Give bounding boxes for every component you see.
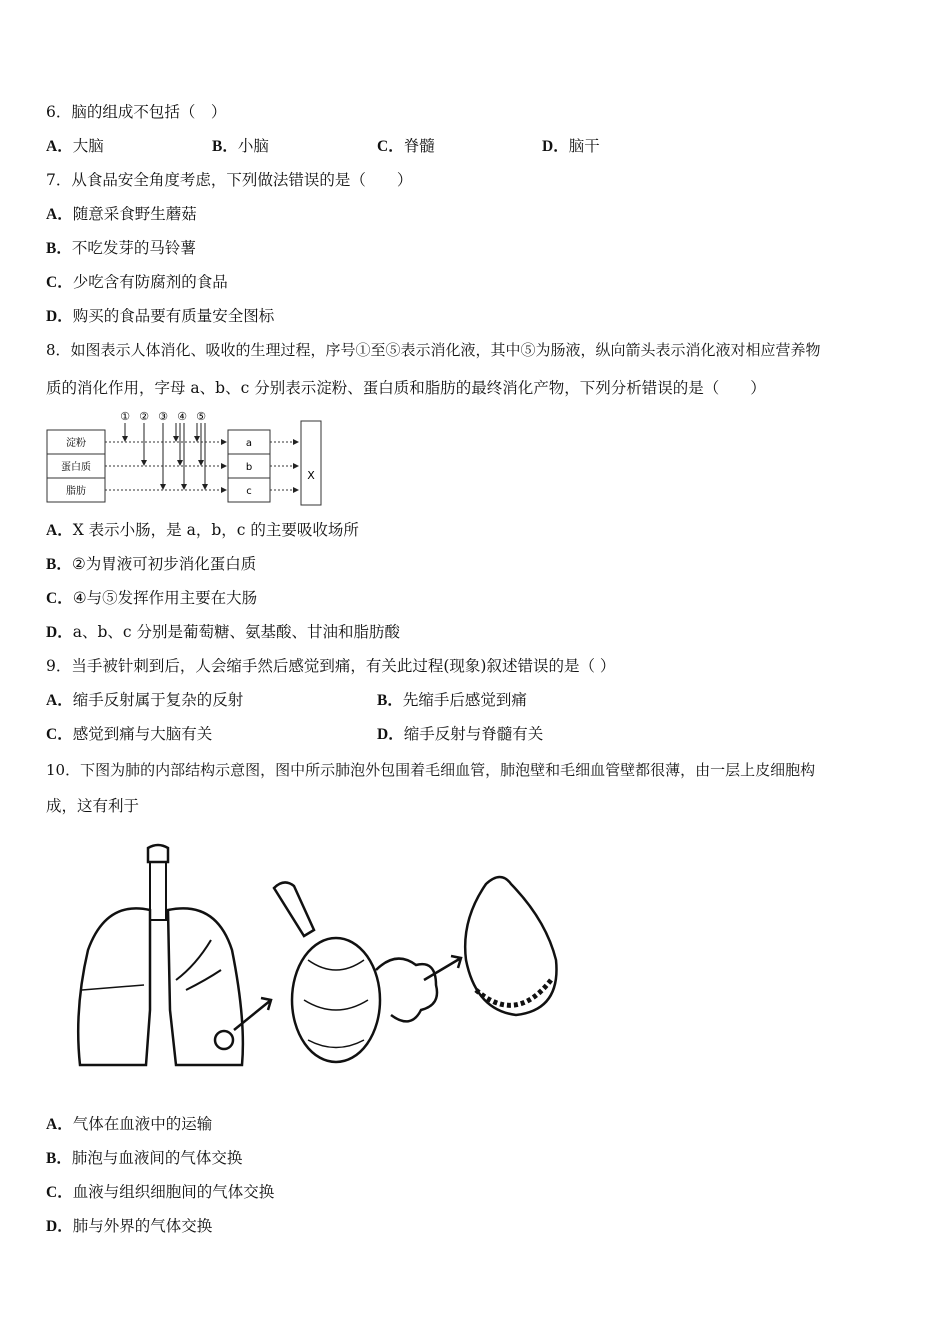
q7-stem: 7．从食品安全角度考虑，下列做法错误的是（ ） [46, 171, 413, 189]
q10-option-b[interactable] [46, 1148, 242, 1169]
nutrient-label: 蛋白质 [61, 462, 91, 473]
option-label: B． [46, 240, 72, 257]
digestive-juice-number: ② [139, 410, 149, 423]
option-text: ④与⑤发挥作用主要在大肠 [72, 589, 258, 607]
option-label: A． [46, 1116, 73, 1133]
option-text: ②为胃液可初步消化蛋白质 [71, 555, 257, 573]
option-text: 脑干 [568, 137, 600, 155]
q9-option-d[interactable] [377, 724, 543, 745]
larynx-shape [148, 845, 168, 862]
option-label: B． [377, 692, 403, 709]
q6-option-c[interactable] [377, 136, 435, 157]
product-label: a [245, 438, 253, 449]
option-text: 缩手反射与脊髓有关 [403, 725, 544, 743]
digestive-juice-number: ⑤ [196, 410, 206, 423]
option-text: 随意采食野生蘑菇 [72, 205, 197, 223]
option-label: B． [46, 1150, 72, 1167]
alveoli-circle [215, 1031, 233, 1049]
organ-x-box [301, 421, 321, 505]
q7-option-d[interactable] [46, 306, 274, 327]
option-label: B． [212, 138, 238, 155]
option-text: 肺与外界的气体交换 [72, 1217, 213, 1235]
option-text: 购买的食品要有质量安全图标 [72, 307, 275, 325]
q8-option-d[interactable] [46, 622, 400, 643]
option-text: 小脑 [237, 137, 269, 155]
option-label: C． [46, 274, 73, 291]
nutrient-label: 脂肪 [66, 486, 86, 497]
option-text: 感觉到痛与大脑有关 [72, 725, 213, 743]
option-label: B． [46, 556, 72, 573]
option-text: 肺泡与血液间的气体交换 [71, 1149, 243, 1167]
q9-stem: 9．当手被针刺到后，人会缩手然后感觉到痛，有关此过程(现象)叙述错误的是（ ） [46, 657, 616, 675]
q8-option-a[interactable] [46, 520, 359, 541]
digestive-juice-number: ④ [177, 410, 187, 423]
nutrient-label: 淀粉 [66, 438, 86, 449]
q6-option-d[interactable] [542, 136, 600, 157]
q8-option-b[interactable] [46, 554, 256, 575]
q9-options-row-1 [46, 690, 926, 710]
q6-options-row [46, 136, 926, 156]
option-text: 气体在血液中的运输 [72, 1115, 213, 1133]
option-label: A． [46, 206, 73, 223]
option-text: a、b、c 分别是葡萄糖、氨基酸、甘油和脂肪酸 [72, 623, 400, 641]
q10-option-d[interactable] [46, 1216, 212, 1237]
q7-option-b[interactable] [46, 238, 196, 259]
option-label: A． [46, 138, 73, 155]
option-text: 少吃含有防腐剂的食品 [72, 273, 228, 291]
q6-stem: 6．脑的组成不包括（ ） [46, 103, 227, 121]
option-text: X 表示小肠，是 a，b，c 的主要吸收场所 [72, 521, 359, 539]
q8-stem-line1: 8．如图表示人体消化、吸收的生理过程，序号①至⑤表示消化液，其中⑤为肠液，纵向箭头表示消化液对相应营养物 [46, 341, 821, 359]
digestive-juice-number: ① [120, 410, 130, 423]
option-text: 不吃发芽的马铃薯 [71, 239, 196, 257]
q9-option-c[interactable] [46, 724, 212, 745]
option-label: C． [377, 138, 404, 155]
q7-option-c[interactable] [46, 272, 228, 293]
q8-option-c[interactable] [46, 588, 257, 609]
digestion-diagram [46, 407, 326, 507]
option-label: C． [46, 726, 73, 743]
option-label: A． [46, 692, 73, 709]
product-label: c [246, 486, 252, 497]
option-label: D． [46, 308, 73, 325]
q7-option-a[interactable] [46, 204, 197, 225]
option-text: 缩手反射属于复杂的反射 [72, 691, 244, 709]
product-label: b [245, 462, 253, 473]
option-label: A． [46, 522, 73, 539]
q10-option-c[interactable] [46, 1182, 274, 1203]
q9-options-row-2 [46, 724, 926, 744]
q10-stem-line1: 10．下图为肺的内部结构示意图，图中所示肺泡外包围着毛细血管，肺泡壁和毛细血管壁都很薄，由一层上皮细胞构 [46, 761, 816, 779]
option-label: D． [46, 1218, 73, 1235]
q6-option-b[interactable] [212, 136, 269, 157]
alveolus-wall-shape [465, 877, 556, 1015]
option-label: D． [46, 624, 73, 641]
option-text: 脊髓 [403, 137, 435, 155]
option-label: C． [46, 1184, 73, 1201]
q10-stem-line2: 成，这有利于 [46, 797, 140, 815]
trachea-shape [150, 862, 166, 920]
q9-option-b[interactable] [377, 690, 527, 711]
digestive-juice-number: ③ [158, 410, 168, 423]
option-text: 血液与组织细胞间的气体交换 [72, 1183, 275, 1201]
organ-x-label: X [307, 469, 315, 482]
alveolus-outline [376, 959, 437, 1022]
bronchi-lines [176, 940, 221, 990]
bronchiole-shape [274, 882, 314, 936]
capillary-lines [304, 960, 368, 1048]
q10-option-a[interactable] [46, 1114, 212, 1135]
q6-option-a[interactable] [46, 136, 104, 157]
lung-structure-diagram [46, 840, 586, 1080]
option-label: D． [377, 726, 404, 743]
option-text: 大脑 [72, 137, 104, 155]
option-text: 先缩手后感觉到痛 [402, 691, 527, 709]
option-label: D． [542, 138, 569, 155]
q8-stem-line2: 质的消化作用，字母 a、b、c 分别表示淀粉、蛋白质和脂肪的最终消化产物，下列分析错误的是（ ） [46, 379, 766, 397]
lung-fissure-line [82, 985, 144, 990]
option-label: C． [46, 590, 73, 607]
q9-option-a[interactable] [46, 690, 243, 711]
zoom-arrow [424, 956, 461, 980]
